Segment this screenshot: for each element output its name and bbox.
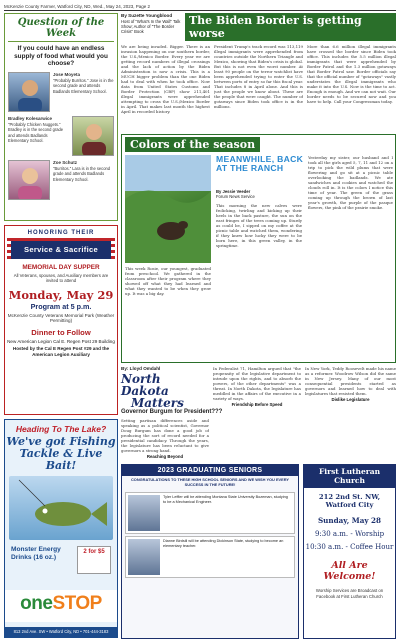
onestop-fishing-ad [4,419,118,638]
fishing-photo [9,476,113,540]
student-name: Zoe Schutz [53,160,78,166]
coffee-time: 10:30 a.m. - Coffee Hour [305,543,394,552]
article-headline: The Biden Border is getting worse [185,13,396,41]
senior-entry [125,536,295,578]
article-subhead: Dislike Legislature [331,397,370,402]
article-byline-role: Host of "What's In the Wall" Talk Show; Author of "The Border Crisis" Book [121,18,181,35]
question-of-the-week [4,13,118,221]
student-answer: "Probably Burritos." Jose is in the second grade and attends Badlands Elementary School. [53,77,114,94]
left-column [4,13,118,639]
senior-photo [128,495,160,531]
colors-of-the-season-article [121,134,396,363]
ad-tagline: We've got Fishing Tackle & Live Bait! [6,435,116,473]
article-byline-role: Forum News Service [216,194,255,200]
biden-border-article [121,13,396,131]
flag-banner [7,238,115,262]
logo-part-one: one [20,593,53,614]
column-logo [121,372,209,410]
student-silhouette-icon [73,117,114,156]
student-silhouette-icon [9,73,50,112]
article-text: In Federalist 71, Hamilton argued that "the propensity of the legislative department to intrude upon the rights, and to absorb the powers, of the other departments" was a threat. In North Dakota, the legislature has meddled in the affairs of the executive in a variety of ways. [213,366,301,401]
event-date: Monday, May 29 [8,287,114,302]
student-photo [72,116,114,156]
qotw-title: Question of the Week [8,17,114,42]
ad-headline: Heading To The Lake? [15,424,107,434]
student-answer: "Burritos." Lara is in the second grade and attends Badlands Elementary School. [53,165,111,182]
graduating-seniors-ad [121,464,299,639]
logo-part-stop: STOP [52,593,102,614]
landscape-illustration [125,155,211,263]
article-column: More than 6.6 million illegal immigrants have crossed the border since Biden took office. This includes the 5.5 million illegal immigrants that were apprehended by Border Patrol and the 1.3 million gotaways that Border Patrol saw. Border officials say that the official number of "gotaways" vastly understates the illegal immigrants who make it into the U.S. Now is the time to act. Enough is enough. And we can not wait. Our border needs to be secured now and you have to help. Call your Congressman today. [307,44,396,104]
article-subhead: Reaching Beyond [146,454,184,459]
event-time: Program at 5 p.m. [30,301,92,311]
event-host: Hosted by the Cal E Regen Post #29 and the American Legion Auxiliary [12,346,110,358]
student-name: Jose Moyeta [53,72,81,78]
promo-item: Monster Energy Drinks (16 oz.) [11,546,61,561]
student-name: Bradley Kolesarwice [8,116,53,122]
promo-price: 2 for $5 [77,546,111,574]
article-headline: Colors of the season [125,137,260,152]
ranch-photo [125,155,211,263]
ad-subtitle: CONGRATULATIONS TO THESE HIGH SCHOOL SENIORS AND WE WISH YOU EVERY SUCCESS IN THE FUTURE! [130,477,289,487]
dinner-note: Dinner to Follow [31,327,91,337]
banner-text: Service & Sacrifice [11,241,111,259]
senior-blurb: Dianne Birdsill will be attending Dickinson State, studying to become an elementary teacher. [163,538,284,548]
logo-line-2: Matters [131,396,184,410]
banner-subtitle: MEMORIAL DAY SUPPER [22,264,100,271]
article-column: This morning the new calves were frolicking, twirling and kicking up their heels in the back pasture, the sun on the east fringes of the trees coming up. Sturdy as could be, I sipped on my coffee at the picnic table and watched them, wondering if they knew how lucky they were to be born here, in this green valley, in the springtime. [216,203,302,248]
senior-blurb: Tyler Leffler will be attending Montana State University Bozeman, studying to be a Mechanical Engineer. [163,494,288,504]
fish-icon [9,476,115,540]
article-byline: By: Lloyd Omdahl [121,366,161,371]
first-lutheran-ad [303,464,396,639]
article-text: Setting partisan differences aside and speaking as a political scientist, Governor Doug Burgum has done a good job of producing the sort of record needed for a presidential candidacy. Through the years, the legislature has been reluctant to give governors a strong hand. [121,418,209,453]
senior-entry [125,492,295,534]
qotw-prompt: If you could have an endless supply of food what would you choose? [14,45,108,68]
church-name: First Lutheran Church [304,465,395,488]
column-logo: MEANWHILE, BACK AT THE RANCH [216,154,304,174]
article-text: In New York, Teddy Roosevelt made his name as a reformer. Woodrow Wilson did the same in New Jersey. Many of our most consequential presidents started as governors and learned how to deal with legislatures that resisted them. [305,366,396,396]
honor-top: HONORING THEIR [27,230,95,236]
church-address: 212 2nd St. NW, Watford City [318,493,381,510]
store-address: 813 2nd Ave. SW • Watford City, ND • 701-444-3183 [5,627,117,637]
article-byline: By Jessie Veeder [216,189,251,194]
service-date: Sunday, May 28 [317,516,382,526]
article-subhead: Friendship Before Speed [231,402,283,407]
main-column [121,13,396,639]
article-column: This week Rosie, our youngest, graduated from preschool. We gathered in the classroom after their program where they showed off what they had learned and what they wanted to be when they grow up. It was a big day. [125,266,211,296]
page-header [4,2,396,11]
honor-invite: All Veterans, spouses, and Auxiliary members are invited to attend [13,273,109,284]
welcome-text: All Are Welcome! [323,560,376,583]
article-byline: By Suzette Youngblood [121,13,173,18]
article-column: We are being invaded. Bigger. There is an invasion happening on our southern border, the U.S./Mexico Border. Every year we are getting record numbers of illegal crossings and the lack of action by the Biden Administration is now a crisis. This is a MUCH bigger problem than the one Biden had to deal with when he took office. Now data from United States Customs and Border Protection (CBP) show 211,401 illegal immigrants were apprehended attempting to cross the U.S./Mexico Border in April. That makes last month the highest April in recorded history. [121,44,210,114]
student-silhouette-icon [9,161,50,200]
student-photo [8,72,50,112]
qotw-answer [8,116,114,156]
service-time: 9:30 a.m. - Worship [314,530,385,539]
dinner-location: New American Legion Cal E. Regen Post 29 Building [7,338,115,344]
qotw-answer [8,160,114,200]
event-location: McKenzie County Veterans Memorial Park (Weather Permitting) [7,312,115,324]
qotw-answer [8,72,114,112]
article-column: President Trump's track record was 113,119 illegal immigrants were apprehended from countries outside the Northern Triangle and Mexico, showing that Biden's crisis is global. But this is not even the worst number. At least 90 people on the terror watchlist have been apprehended trying to enter the U.S. between ports of entry so far this fiscal year. That includes 8 in April alone. And this is just the people we know about. These are the people that were caught. The number of gotaways since Biden took office is in the millions. [214,44,303,109]
memorial-day-ad [4,225,118,415]
header-text: McKenzie County Farmer, Watford City, ND, Wed., May 24, 2023, Page 2 [4,3,150,9]
senior-photo [128,539,160,575]
article-column: Yesterday my sister, our husband and I took all the girls aged 5, 7, 11 and 12 on a trip to pick the wild plums that were flowering and go sit at a picnic table overlooking the badlands. We ate sandwiches and cookies and watched the clouds roll in. It is the colors I notice this time of year. The green of the grass coming up through the brown of last year's growth, the purple of the pasque flowers, the pink of the prairie smoke. [308,155,393,210]
broadcast-note: Worship Services are Broadcast on Facebook at First Lutheran Church [315,588,384,599]
student-photo [8,160,50,200]
onestop-logo [5,590,117,622]
article-headline: Governor Burgum for President??? [121,409,223,415]
ad-headline: 2023 GRADUATING SENIORS [122,465,298,476]
logo-line-1: North Dakota [121,372,169,398]
student-answer: "Probably Chicken Nuggets." Bradley is in the second grade and attends Badlands Elementary School. [8,121,64,143]
